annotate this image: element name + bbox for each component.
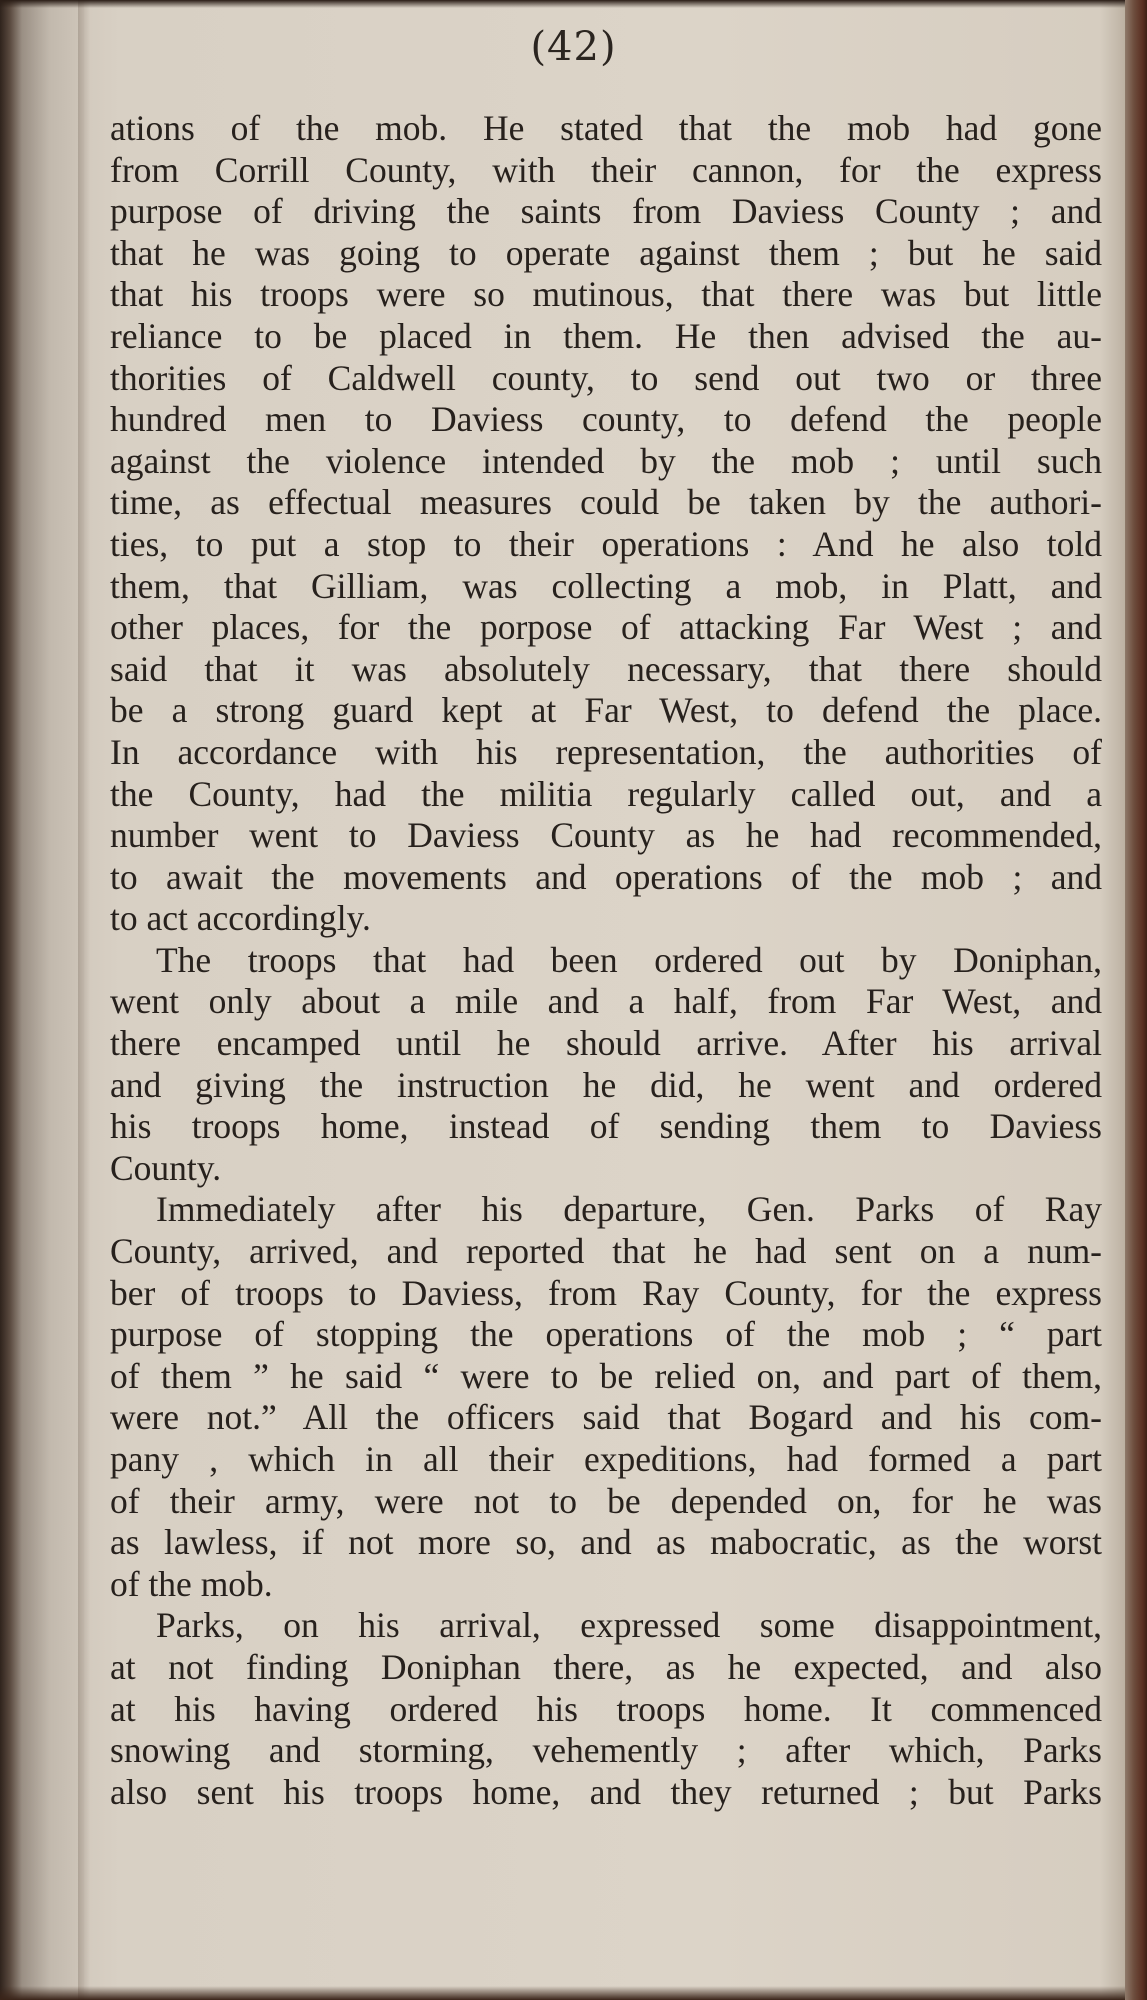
text-line: went only about a mile and a half, from Far West, and xyxy=(110,981,1102,1022)
text-line: from Corrill County, with their cannon, for the express xyxy=(110,149,1102,190)
text-line: County, arrived, and reported that he had sent on a num- xyxy=(110,1231,1102,1272)
body-text xyxy=(110,108,1102,1813)
text-line: as lawless, if not more so, and as mabocratic, as the worst xyxy=(110,1522,1102,1563)
text-line: his troops home, instead of sending them to Daviess xyxy=(110,1106,1102,1147)
text-line: to act accordingly. xyxy=(110,898,371,939)
text-line: the County, had the militia regularly called out, and a xyxy=(110,773,1102,814)
text-line: at his having ordered his troops home. It commenced xyxy=(110,1688,1102,1729)
text-line: County. xyxy=(110,1147,222,1188)
text-line: were not.” All the officers said that Bogard and his com- xyxy=(110,1397,1102,1438)
text-line: In accordance with his representation, the authorities of xyxy=(110,731,1102,772)
text-line: number went to Daviess County as he had recommended, xyxy=(110,815,1102,856)
text-line: other places, for the porpose of attacking Far West ; and xyxy=(110,607,1102,648)
book-gutter xyxy=(0,0,84,2000)
text-line: of their army, were not to be depended on, for he was xyxy=(110,1480,1102,1521)
text-line: hundred men to Daviess county, to defend the people xyxy=(110,399,1102,440)
page-edge-top xyxy=(0,0,1147,8)
text-line: against the violence intended by the mob ; until such xyxy=(110,440,1102,481)
text-line: Parks, on his arrival, expressed some disappointment, xyxy=(156,1605,1102,1646)
text-line: at not finding Doniphan there, as he expected, and also xyxy=(110,1646,1102,1687)
text-line: said that it was absolutely necessary, that there should xyxy=(110,648,1102,689)
text-line: time, as effectual measures could be taken by the authori- xyxy=(110,482,1102,523)
page-number: (42) xyxy=(530,24,617,70)
text-line: of them ” he said “ were to be relied on, and part of them, xyxy=(110,1355,1102,1396)
text-line: also sent his troops home, and they returned ; but Parks xyxy=(110,1771,1102,1812)
text-line: that his troops were so mutinous, that there was but little xyxy=(110,274,1102,315)
text-line: reliance to be placed in them. He then advised the au- xyxy=(110,315,1102,356)
text-line: of the mob. xyxy=(110,1563,273,1604)
text-line: that he was going to operate against them ; but he said xyxy=(110,232,1102,273)
text-line: ber of troops to Daviess, from Ray County, for the express xyxy=(110,1272,1102,1313)
text-line: to await the movements and operations of the mob ; and xyxy=(110,856,1102,897)
text-line: purpose of stopping the operations of the mob ; “ part xyxy=(110,1314,1102,1355)
gutter-shadow xyxy=(78,0,90,2000)
paragraph-4 xyxy=(110,1605,1102,1813)
text-line: and giving the instruction he did, he went and ordered xyxy=(110,1064,1102,1105)
text-line: The troops that had been ordered out by Doniphan, xyxy=(156,939,1102,980)
book-cover-edge xyxy=(1125,0,1147,2000)
text-line: ties, to put a stop to their operations : And he also told xyxy=(110,523,1102,564)
text-line: ations of the mob. He stated that the mob had gone xyxy=(110,108,1102,148)
text-line: be a strong guard kept at Far West, to defend the place. xyxy=(110,690,1102,731)
paragraph-2 xyxy=(110,940,1102,1190)
text-line: snowing and storming, vehemently ; after which, Parks xyxy=(110,1730,1102,1771)
paragraph-1 xyxy=(110,108,1102,940)
text-line: them, that Gilliam, was collecting a mob, in Platt, and xyxy=(110,565,1102,606)
text-line: purpose of driving the saints from Daviess County ; and xyxy=(110,191,1102,232)
text-line: pany , which in all their expeditions, had formed a part xyxy=(110,1439,1102,1479)
text-line: thorities of Caldwell county, to send out two or three xyxy=(110,357,1102,398)
text-line: there encamped until he should arrive. After his arrival xyxy=(110,1023,1102,1064)
text-line: Immediately after his departure, Gen. Parks of Ray xyxy=(156,1189,1102,1230)
paragraph-3 xyxy=(110,1189,1102,1605)
page-edge-bottom xyxy=(0,1986,1147,2000)
